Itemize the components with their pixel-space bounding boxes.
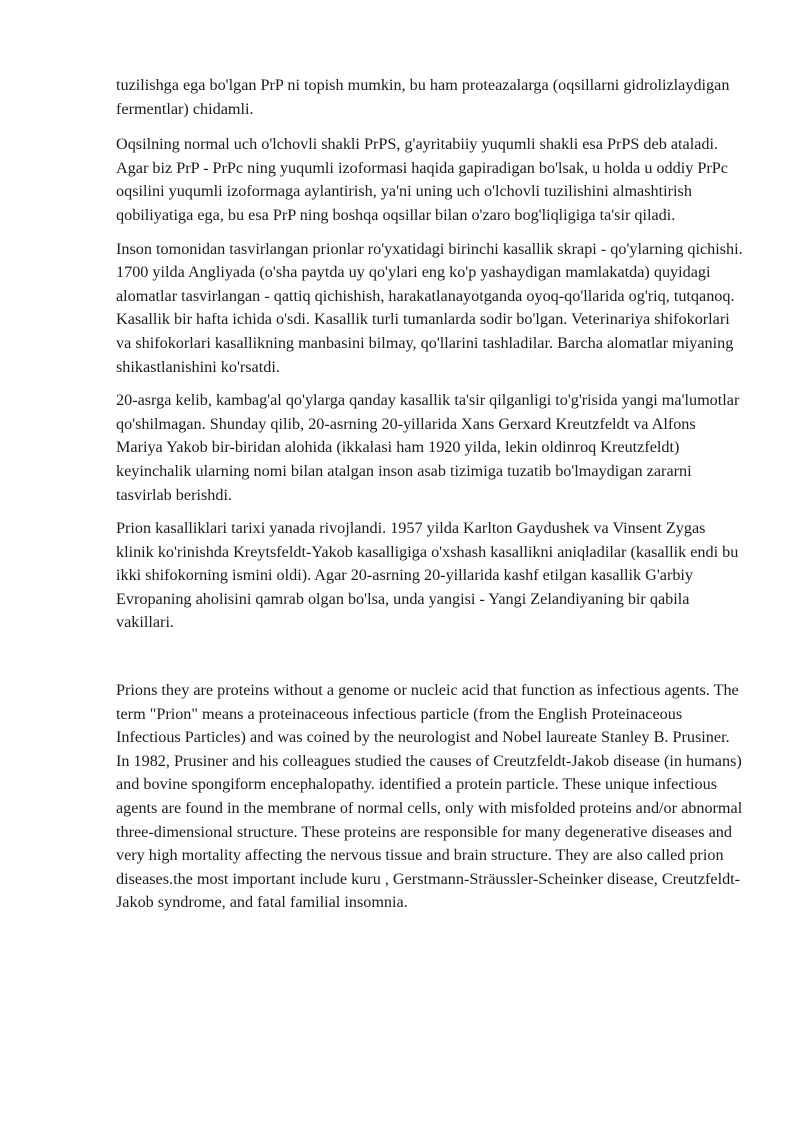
uzbek-paragraph-1: tuzilishga ega bo'lgan PrP ni topish mumkin, bu ham proteazalarga (oqsillarni gidrolizlaydigan fermentlar) chidamli. <box>116 76 730 118</box>
uzbek-paragraph-3: Inson tomonidan tasvirlangan prionlar ro'yxatidagi birinchi kasallik skrapi - qo'ylarning qichishi. 1700 yilda Angliyada (o'sha paytda uy qo'ylari eng ko'p yashaydigan mamlakatda) quyidagi alomatlar tasvirlangan - qattiq qichishish, harakatlanayotganda oyoq-qo'llarida og'riq, tutqanoq. Kasallik bir hafta ichida o'sdi. Kasallik turli tumanlarda sodir bo'lgan. Veterinariya shifokorlari va shifokorlari kasallikning manbasini bilmay, qo'llarini tashladilar. Barcha alomatlar miyaning shikastlanishini ko'rsatdi. <box>116 239 743 376</box>
english-paragraph: Prions they are proteins without a genome or nucleic acid that function as infectious agents. The term "Prion" means a proteinaceous infectious particle (from the English Proteinaceous Infectious Particles) and was coined by the neurologist and Nobel laureate Stanley B. Prusiner. In 1982, Prusiner and his colleagues studied the causes of Creutzfeldt-Jakob disease (in humans) and bovine spongiform encephalopathy. identified a protein particle. These unique infectious agents are found in the membrane of normal cells, only with misfolded proteins and/or abnormal three-dimensional structure. These proteins are responsible for many degenerative diseases and very high mortality affecting the nervous tissue and brain structure. They are also called prion diseases.the most important include kuru , Gerstmann-Sträussler-Scheinker disease, Creutzfeldt-Jakob syndrome, and fatal familial insomnia. <box>116 681 743 912</box>
uzbek-paragraph-4: 20-asrga kelib, kambag'al qo'ylarga qanday kasallik ta'sir qilganligi to'g'risida yangi ma'lumotlar qo'shilmagan. Shunday qilib, 20-asrning 20-yillarida Xans Gerxard Kreutzfeldt va Alfons Mariya Yakob bir-biridan alohida (ikkalasi ham 1920 yilda, lekin oldinroq Kreutzfeldt) keyinchalik ularning nomi bilan atalgan inson asab tizimiga tuzatib bo'lmaydigan zararni tasvirlab berishdi. <box>116 391 740 504</box>
section-spacer <box>116 645 746 679</box>
document-page <box>116 74 746 925</box>
uzbek-paragraph-2: Oqsilning normal uch o'lchovli shakli PrPS, g'ayritabiiy yuqumli shakli esa PrPS deb ataladi. Agar biz PrP - PrPc ning yuqumli izoformasi haqida gapiradigan bo'lsak, u holda u oddiy PrPc oqsilini yuqumli izoformaga aylantirish, ya'ni uning uch o'lchovli tuzilishini almashtirish qobiliyatiga ega, bu esa PrP ning boshqa oqsillar bilan o'zaro bog'liqligiga ta'sir qiladi. <box>116 135 728 224</box>
uzbek-paragraph-5: Prion kasalliklari tarixi yanada rivojlandi. 1957 yilda Karlton Gaydushek va Vinsent Zygas klinik ko'rinishda Kreytsfeldt-Yakob kasalligiga o'xshash kasallikni aniqladilar (kasallik endi bu ikki shifokorning ismini oldi). Agar 20-asrning 20-yillarida kashf etilgan kasallik G'arbiy Evropaning aholisini qamrab olgan bo'lsa, unda yangisi - Yangi Zelandiyaning bir qabila vakillari. <box>116 519 739 632</box>
